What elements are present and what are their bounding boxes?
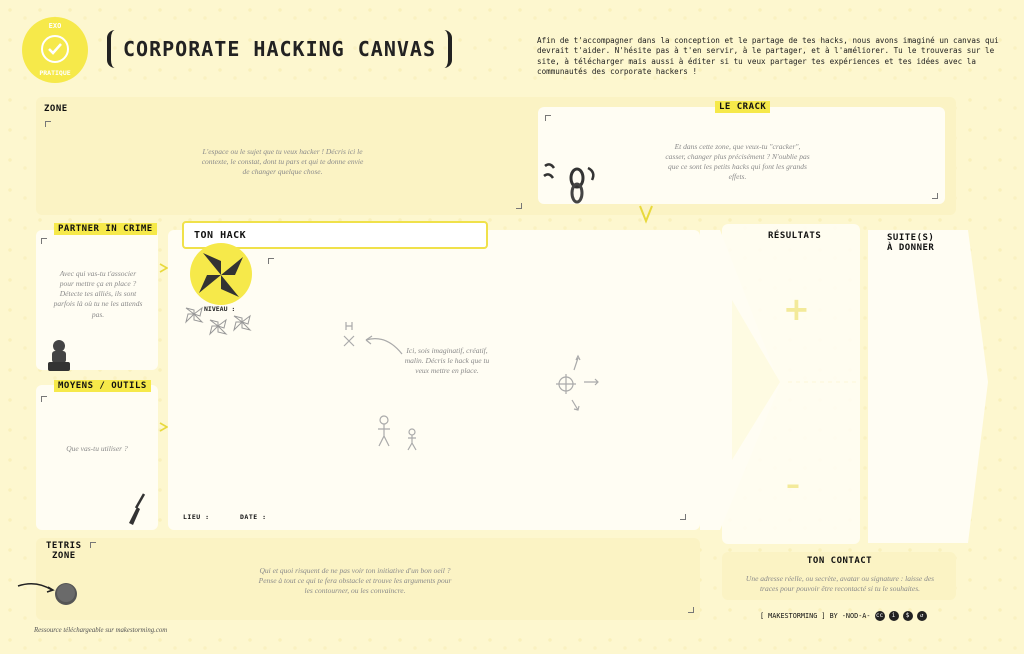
tools-hint: Que vas-tu utiliser ? — [66, 444, 128, 453]
crack-hint: Et dans cette zone, que veux-tu "cracker", casser, changer plus précisément ? N'oublie pas que ce sont les petits hacks qui font les grands effets. — [665, 142, 810, 182]
corner-mark — [41, 396, 47, 402]
partner-hint: Avec qui vas-tu t'associer pour mettre ça en place ? Détecte tes alliés, ils sont parfois là où tu ne les attends pas. — [53, 269, 143, 319]
tetris-label-2: ZONE — [52, 551, 76, 561]
exo-pratique-logo — [22, 17, 88, 83]
corner-mark — [45, 121, 51, 127]
results-label: RÉSULTATS — [768, 231, 822, 241]
tools-label: MOYENS / OUTILS — [54, 381, 151, 391]
corner-mark — [90, 542, 96, 548]
crack-label: LE CRACK — [715, 102, 770, 112]
contact-label: TON CONTACT — [807, 556, 873, 566]
corner-mark — [41, 238, 47, 244]
next-label-2: À DONNER — [887, 243, 935, 253]
minus-sign: – — [786, 468, 800, 501]
next-label-1: SUITE(S) — [887, 233, 935, 243]
check-icon — [41, 35, 69, 63]
corner-mark — [932, 193, 938, 199]
brand-footer — [760, 611, 927, 621]
button-arrow-icon — [16, 578, 82, 610]
partner-label: PARTNER IN CRIME — [54, 224, 157, 234]
hack-sketch-arrow-icon — [338, 318, 408, 358]
zone-hint: L'espace ou le sujet que tu veux hacker ! Décris ici le contexte, le constat, dont tu pars et qui te donne envie de changer quelque chose. — [201, 147, 364, 177]
sa-icon: ↺ — [917, 611, 927, 621]
by-icon: i — [889, 611, 899, 621]
broken-chain-icon — [540, 160, 600, 208]
date-label: DATE : — [240, 513, 267, 521]
logo-top-text: EXO — [48, 22, 62, 30]
target-icon — [550, 352, 608, 414]
nc-icon: $ — [903, 611, 913, 621]
stick-figures-icon — [374, 414, 422, 452]
place-label: LIEU : — [183, 513, 210, 521]
tetris-label-1: TETRIS — [46, 541, 82, 551]
corner-mark — [516, 203, 522, 209]
resource-footer: Ressource téléchargeable sur makestorming.com — [34, 627, 168, 634]
corner-mark — [545, 115, 551, 121]
contact-hint: Une adresse réelle, ou secrète, avatar ou signature : laisse des traces pour pouvoir être recontacté si tu le souhaites. — [745, 574, 935, 594]
pointer-mark-icon — [636, 203, 656, 225]
zone-label: ZONE — [44, 104, 68, 114]
corner-mark — [688, 607, 694, 613]
screwdriver-icon — [124, 491, 150, 527]
brand-text: [ MAKESTORMING ] BY -NOD-A- — [760, 612, 871, 620]
pawn-icon — [45, 338, 73, 374]
hack-label: TON HACK — [194, 230, 247, 241]
cc-icon: cc — [875, 612, 884, 619]
plus-sign: + — [783, 290, 810, 328]
intro-text: Afin de t'accompagner dans la conception et le partage de tes hacks, nous avons imaginé un canvas qui devrait t'aider. N'hésite pas à t'en servir, à le partager, et à l'améliorer. Tu le trouveras sur le site, à télécharger mais aussi à éditer si tu veux partager tes expériences et tes idées avec la communautés des corporate hackers ! — [537, 36, 999, 77]
hack-hint: Ici, sois imaginatif, créatif, malin. Décris le hack que tu veux mettre en place. — [404, 346, 490, 376]
tetris-hint: Qui et quoi risquent de ne pas voir ton initiative d'un bon oeil ? Pense à tout ce qui te fera obstacle et trouve les arguments pour les contourner, ou les convaincre. — [258, 566, 452, 596]
logo-bottom-text: PRATIQUE — [39, 69, 71, 77]
small-pinwheels-icon — [182, 304, 258, 338]
level-label: NIVEAU : — [204, 305, 236, 313]
page-title: CORPORATE HACKING CANVAS — [107, 30, 452, 68]
pinwheel-icon — [193, 247, 249, 303]
corner-mark — [268, 258, 274, 264]
corner-mark — [680, 514, 686, 520]
